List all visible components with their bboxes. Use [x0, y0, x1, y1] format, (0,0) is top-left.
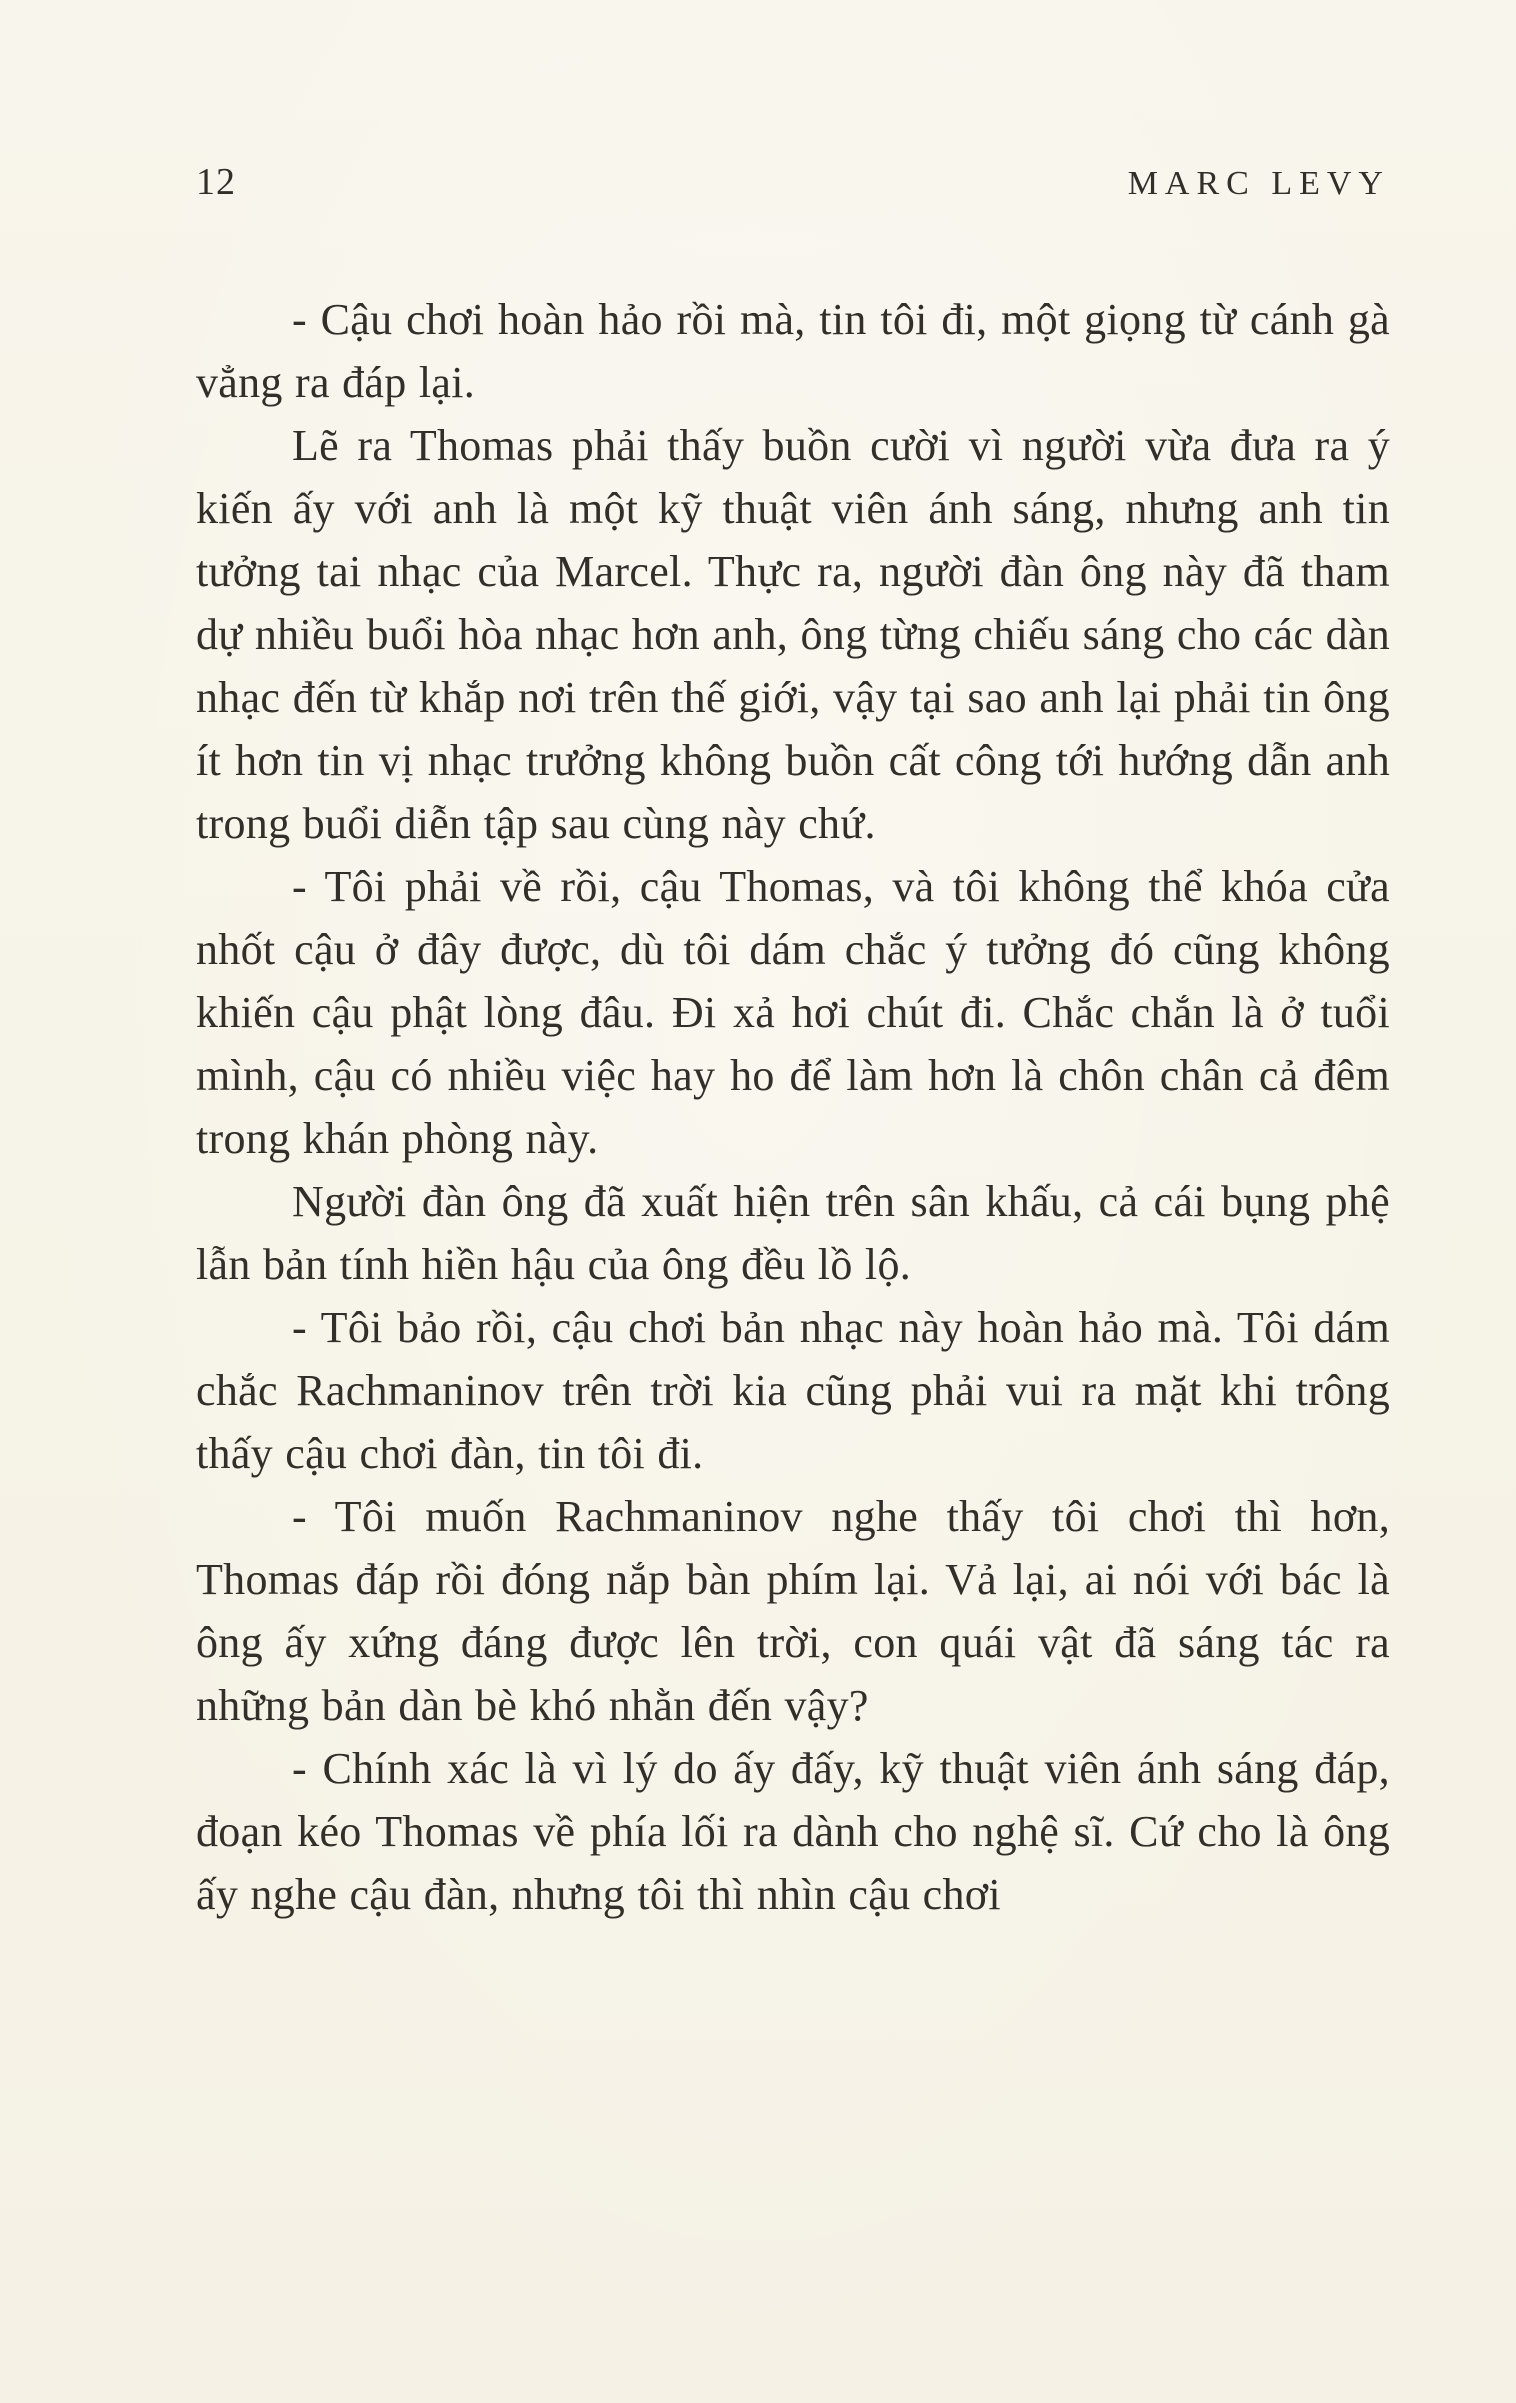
paragraph: - Tôi bảo rồi, cậu chơi bản nhạc này hoàn hảo mà. Tôi dám chắc Rachmaninov trên trời kia cũng phải vui ra mặt khi trông thấy cậu chơi đàn, tin tôi đi.: [196, 1303, 1390, 1478]
paragraph: - Chính xác là vì lý do ấy đấy, kỹ thuật viên ánh sáng đáp, đoạn kéo Thomas về phía lối ra dành cho nghệ sĩ. Cứ cho là ông ấy nghe cậu đàn, nhưng tôi thì nhìn cậu chơi: [196, 1744, 1390, 1919]
paragraph: - Tôi muốn Rachmaninov nghe thấy tôi chơi thì hơn, Thomas đáp rồi đóng nắp bàn phím lại. Vả lại, ai nói với bác là ông ấy xứng đáng được lên trời, con quái vật đã sáng tác ra những bản dàn bè khó nhằn đến vậy?: [196, 1492, 1390, 1730]
paragraph: - Tôi phải về rồi, cậu Thomas, và tôi không thể khóa cửa nhốt cậu ở đây được, dù tôi dám chắc ý tưởng đó cũng không khiến cậu phật lòng đâu. Đi xả hơi chút đi. Chắc chắn là ở tuổi mình, cậu có nhiều việc hay ho để làm hơn là chôn chân cả đêm trong khán phòng này.: [196, 862, 1390, 1163]
running-header: MARC LEVY: [1127, 165, 1390, 202]
paragraph: Lẽ ra Thomas phải thấy buồn cười vì người vừa đưa ra ý kiến ấy với anh là một kỹ thuật viên ánh sáng, nhưng anh tin tưởng tai nhạc của Marcel. Thực ra, người đàn ông này đã tham dự nhiều buổi hòa nhạc hơn anh, ông từng chiếu sáng cho các dàn nhạc đến từ khắp nơi trên thế giới, vậy tại sao anh lại phải tin ông ít hơn tin vị nhạc trưởng không buồn cất công tới hướng dẫn anh trong buổi diễn tập sau cùng này chứ.: [196, 421, 1390, 848]
page-header: [196, 160, 1390, 204]
page-number: 12: [196, 161, 236, 203]
paragraph: Người đàn ông đã xuất hiện trên sân khấu, cả cái bụng phệ lẫn bản tính hiền hậu của ông đều lồ lộ.: [196, 1177, 1390, 1289]
body-text: [196, 288, 1390, 1926]
paragraph: - Cậu chơi hoàn hảo rồi mà, tin tôi đi, một giọng từ cánh gà vẳng ra đáp lại.: [196, 295, 1390, 407]
